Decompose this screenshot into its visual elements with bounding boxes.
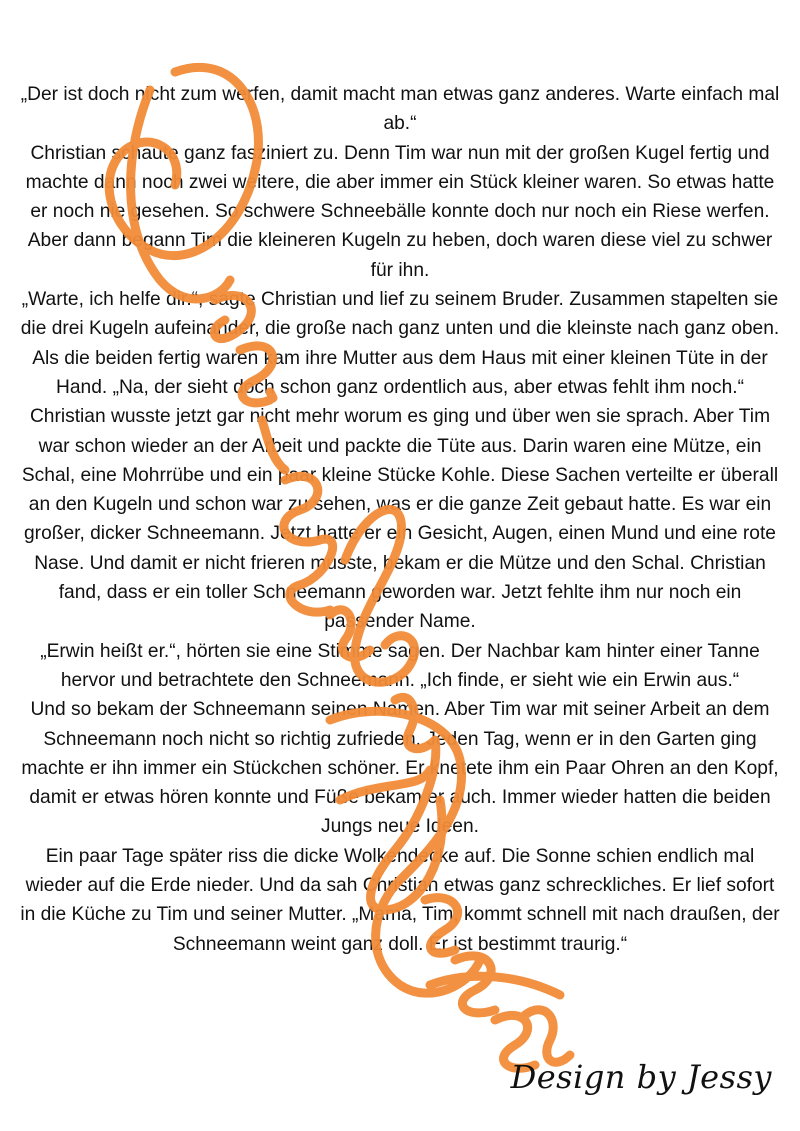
story-paragraph-6: Und so bekam der Schneemann seinen Namen. Aber Tim war mit seiner Arbeit an dem Schneemann noch nicht so richtig zufrieden. Jeden Tag, wenn er in den Garten ging machte er ihn immer ein Stückchen schöner. Er knetete ihm ein Paar Ohren an den Kopf, damit er etwas hören konnte und Füße bekam er auch. Immer wieder hatten die beiden Jungs neue Ideen.: [21, 699, 779, 838]
story-paragraph-2: Christian schaute ganz fasziniert zu. Denn Tim war nun mit der großen Kugel fertig und machte dann noch zwei weitere, die aber immer ein Stück kleiner waren. So etwas hatte er noch nie gesehen. So schwere Schneebälle konnte doch nur noch ein Riese werfen. Aber dann begann Tim die kleineren Kugeln zu heben, doch waren diese viel zu schwer für ihn.: [25, 142, 775, 281]
watermark-swash: [430, 976, 560, 995]
story-paragraph-7: Ein paar Tage später riss die dicke Wolkendecke auf. Die Sonne schien endlich mal wieder auf die Erde nieder. Und da sah Christian etwas ganz schreckliches. Er lief sofort in die Küche zu Tim und seiner Mutter. „Mama, Tim, kommt schnell mit nach draußen, der Schneemann weint ganz doll. Er ist bestimmt traurig.“: [20, 845, 780, 955]
signature: Design by Jessy: [510, 1058, 772, 1096]
story-paragraph-5: „Erwin heißt er.“, hörten sie eine Stimme sagen. Der Nachbar kam hinter einer Tanne hervor und betrachtete den Schneemann. „Ich finde, er sieht wie ein Erwin aus.“: [40, 640, 760, 691]
story-paragraph-3: „Warte, ich helfe dir.“, sagte Christian und lief zu seinem Bruder. Zusammen stapelten sie die drei Kugeln aufeinander, die große nach ganz unten und die kleinste nach ganz oben. Als die beiden fertig waren kam ihre Mutter aus dem Haus mit einer kleinen Tüte in der Hand. „Na, der sieht doch schon ganz ordentlich aus, aber etwas fehlt ihm noch.“: [20, 289, 780, 398]
story-text: [20, 80, 780, 959]
story-paragraph-1: „Der ist doch nicht zum werfen, damit macht man etwas ganz anderes. Warte einfach mal ab.“: [20, 84, 780, 135]
story-paragraph-4: Christian wusste jetzt gar nicht mehr worum es ging und über wen sie sprach. Aber Tim war schon wieder an der Arbeit und packte die Tüte aus. Darin waren eine Mütze, ein Schal, eine Mohrrübe und ein paar kleine Stücke Kohle. Diese Sachen verteilte er überall an den Kugeln und schon war zu sehen, was er die ganze Zeit gebaut hatte. Es war ein großer, dicker Schneemann. Jetzt hatte er ein Gesicht, Augen, einen Mund und eine rote Nase. Und damit er nicht frieren musste, bekam er die Mütze und den Schal. Christian fand, dass er ein toller Schneemann geworden war. Jetzt fehlte ihm nur noch ein passender Name.: [21, 406, 779, 633]
